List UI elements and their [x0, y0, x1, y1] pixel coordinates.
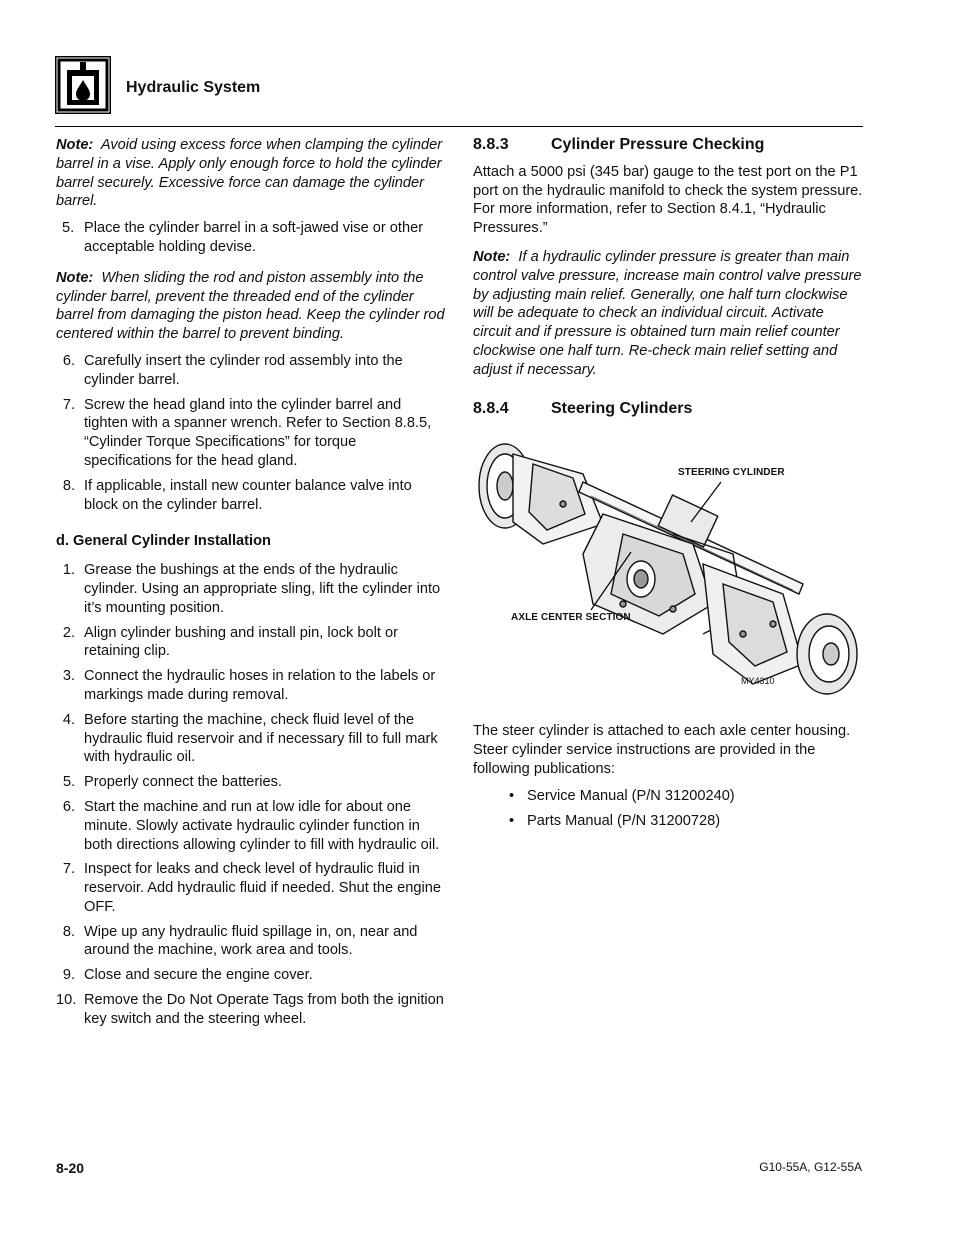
note-text: Avoid using excess force when clamping the cylinder barrel in a vise. Apply only enough force to hold the cylinder barrel securely. Excessive force can damage the cylinder barrel. — [56, 137, 443, 210]
list-number: 10. — [56, 992, 77, 1009]
list-item — [56, 219, 446, 257]
list-number: 1. — [62, 562, 75, 579]
steering-paragraph: The steer cylinder is attached to each axle center housing. Steer cylinder service instructions are provided in the following publications: — [473, 723, 851, 777]
note-text: If a hydraulic cylinder pressure is greater than main control valve pressure, increase main control valve pressure by adjusting main relief. Generally, one half turn clockwise will be adequate to check an individual circuit. Activate circuit and if pressure is obtained turn main relief counter clockwise one half turn. Re-check main relief setting and adjust if necessary. — [473, 248, 862, 378]
page-number: 8-20 — [56, 1160, 85, 1176]
list-text: Connect the hydraulic hoses in relation to the labels or markings made during removal. — [84, 668, 436, 703]
list-text: If applicable, install new counter balance valve into block on the cylinder barrel. — [84, 477, 412, 513]
section-number: 8.8.4 — [473, 399, 509, 417]
list-item — [56, 667, 446, 705]
bullet-item — [509, 812, 863, 831]
axle-illustration — [473, 434, 863, 702]
note-text: When sliding the rod and piston assembly into the cylinder barrel, prevent the threaded end of the cylinder barrel from damaging the piston head. Keep the cylinder rod centered within the barrel to prevent binding. — [56, 269, 445, 343]
note-label: Note: — [56, 269, 94, 286]
list-item — [56, 561, 446, 617]
list-item — [56, 966, 446, 985]
list-item — [56, 352, 446, 390]
note-sliding — [56, 269, 446, 344]
bullet-icon: • — [509, 787, 515, 804]
list-number: 8. — [62, 477, 75, 494]
list-item — [56, 798, 446, 854]
list-text: Screw the head gland into the cylinder barrel and tighten with a spanner wrench. Refer to Section 8.8.5, “Cylinder Torque Specifications” for torque specifications for the head gland. — [84, 396, 432, 469]
list-text: Grease the bushings at the ends of the hydraulic cylinder. Using an appropriate sling, lift the cylinder into it’s mounting position. — [84, 562, 441, 616]
list-number: 5. — [62, 220, 75, 237]
bullet-text: Parts Manual (P/N 31200728) — [527, 812, 721, 829]
list-text: Place the cylinder barrel in a soft-jawed vise or other acceptable holding devise. — [84, 220, 424, 255]
list-text: Start the machine and run at low idle for about one minute. Slowly activate hydraulic cylinder function in both directions allowing cylinder to fill with hydraulic oil. — [84, 798, 440, 853]
header-rule — [55, 126, 863, 127]
axle-figure — [473, 434, 863, 702]
list-number: 6. — [62, 352, 75, 369]
list-number: 8. — [62, 923, 75, 940]
list-item — [56, 396, 446, 471]
list-text: Close and secure the engine cover. — [84, 967, 313, 984]
note-label: Note: — [56, 137, 94, 153]
header-title: Hydraulic System — [126, 79, 261, 96]
list-text: Inspect for leaks and check level of hydraulic fluid in reservoir. Add hydraulic fluid if needed. Shut the engine OFF. — [84, 861, 441, 915]
note-pressure — [473, 248, 863, 380]
model-number: G10-55A, G12-55A — [759, 1160, 862, 1174]
figure-code: MY4310 — [741, 676, 775, 687]
list-item — [56, 711, 446, 767]
list-number: 2. — [62, 624, 75, 641]
publications-list — [473, 787, 863, 831]
list-item — [56, 923, 446, 961]
removal-steps-list — [56, 352, 446, 514]
section-number: 8.8.3 — [473, 136, 509, 153]
list-text: Align cylinder bushing and install pin, lock bolt or retaining clip. — [84, 624, 398, 660]
list-number: 6. — [62, 798, 75, 815]
installation-steps-list — [56, 561, 446, 1029]
note-clamping — [56, 136, 446, 211]
list-number: 9. — [62, 967, 75, 984]
list-text: Remove the Do Not Operate Tags from both the ignition key switch and the steering wheel. — [84, 992, 444, 1027]
list-text: Carefully insert the cylinder rod assembly into the cylinder barrel. — [84, 352, 403, 388]
list-number: 7. — [62, 396, 75, 413]
section-heading-pressure — [473, 136, 863, 155]
section-title: Cylinder Pressure Checking — [551, 136, 765, 153]
list-number: 4. — [62, 711, 75, 728]
label-axle-center-section: AXLE CENTER SECTION — [511, 612, 631, 624]
left-column — [56, 136, 446, 1035]
pressure-paragraph: Attach a 5000 psi (345 bar) gauge to the test port on the P1 port on the hydraulic manifold to check the system pressure. For more information, refer to Section 8.4.1, “Hydraulic Pressures.” — [473, 163, 863, 237]
list-item — [56, 773, 446, 792]
list-number: 3. — [62, 668, 75, 685]
list-item — [56, 860, 446, 916]
list-text: Properly connect the batteries. — [84, 774, 282, 791]
list-item — [56, 624, 446, 662]
note-label: Note: — [473, 248, 511, 265]
section-heading-steering — [473, 400, 863, 419]
right-column — [473, 136, 863, 830]
bullet-item — [509, 787, 863, 806]
list-number: 5. — [62, 774, 75, 791]
bullet-text: Service Manual (P/N 31200240) — [527, 787, 735, 804]
subheading-general-installation: d. General Cylinder Installation — [56, 533, 271, 550]
label-steering-cylinder: STEERING CYLINDER — [678, 467, 785, 479]
bullet-icon: • — [509, 812, 515, 829]
list-text: Wipe up any hydraulic fluid spillage in, on, near and around the machine, work area and tools. — [84, 923, 418, 959]
section-title: Steering Cylinders — [551, 399, 693, 417]
list-number: 7. — [62, 861, 75, 878]
list-item — [56, 991, 446, 1029]
hydraulic-logo-icon — [55, 56, 111, 114]
list-text: Before starting the machine, check fluid level of the hydraulic fluid reservoir and if necessary fill to full mark with hydraulic oil. — [84, 711, 438, 766]
list-item — [56, 477, 446, 515]
